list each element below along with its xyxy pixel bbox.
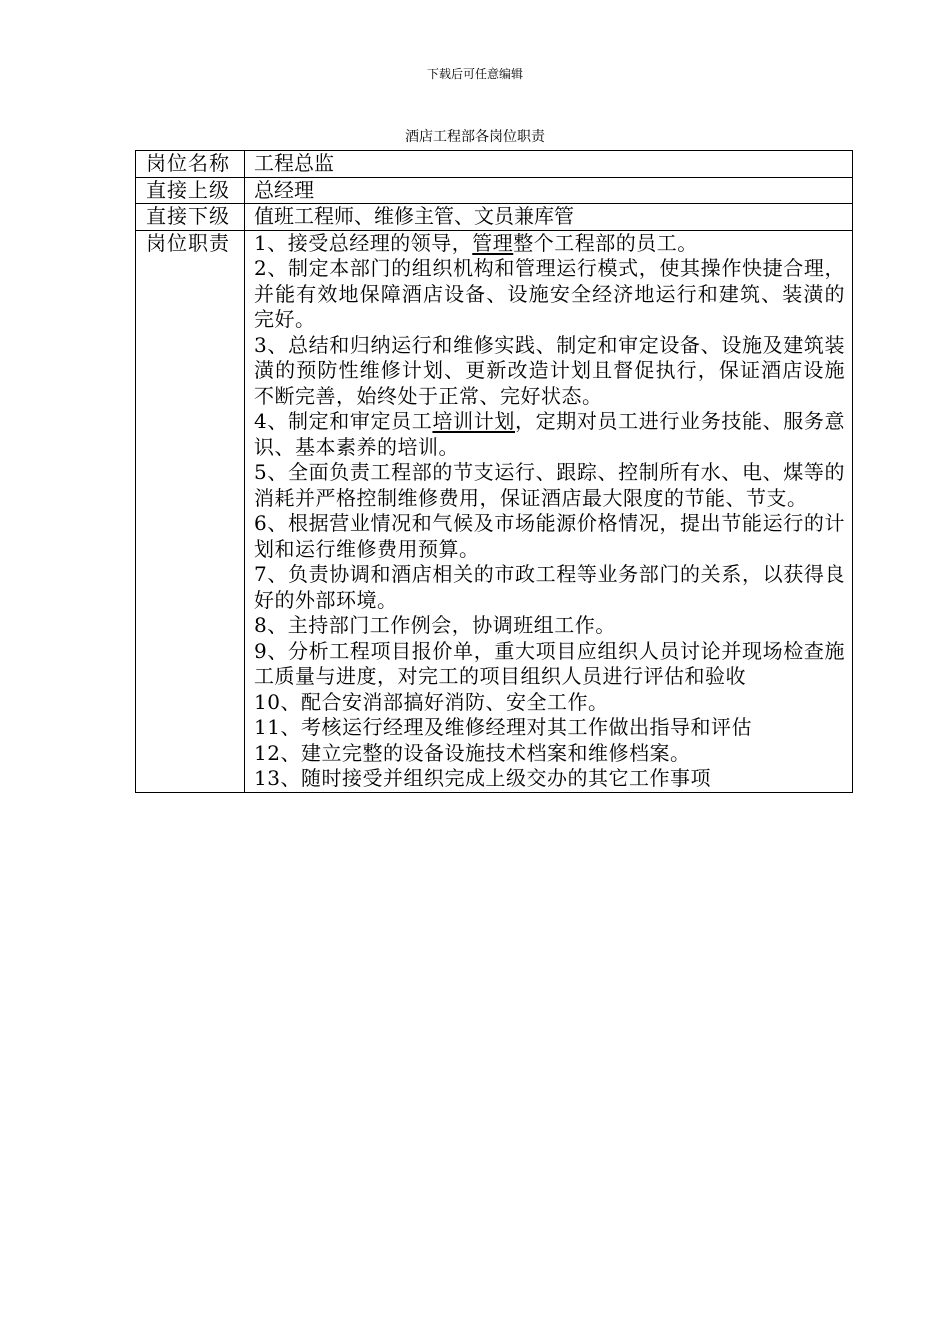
duty-item: 10、配合安消部搞好消防、安全工作。 [254, 689, 609, 714]
duty-item: 1、接受总经理的领导，管理整个工程部的员工。 [254, 230, 698, 255]
direct-subordinates-value: 值班工程师、维修主管、文员兼库管 [245, 204, 853, 231]
position-name-label: 岗位名称 [136, 151, 245, 178]
direct-subordinates-label: 直接下级 [136, 204, 245, 231]
duty-item: 5、全面负责工程部的节支运行、跟踪、控制所有水、电、煤等的消耗并严格控制维修费用，保证酒店最大限度的节能、节支。 [254, 460, 845, 510]
duty-item: 9、分析工程项目报价单，重大项目应组织人员讨论并现场检查施工质量与进度，对完工的项目组织人员进行评估和验收 [254, 638, 845, 688]
document-title: 酒店工程部各岗位职责 [405, 129, 545, 145]
table-row-position-name [136, 151, 853, 178]
table-row-duties [136, 230, 853, 792]
duties-cell [245, 230, 853, 792]
duties-label: 岗位职责 [136, 230, 245, 792]
direct-superior-value: 总经理 [245, 177, 853, 204]
duty-item: 13、随时接受并组织完成上级交办的其它工作事项 [254, 766, 711, 790]
duty-item: 8、主持部门工作例会，协调班组工作。 [254, 613, 616, 637]
duty-item: 2、制定本部门的组织机构和管理运行模式，使其操作快捷合理，并能有效地保障酒店设备、设施安全经济地运行和建筑、装潢的完好。 [254, 256, 845, 331]
duty-item: 11、考核运行经理及维修经理对其工作做出指导和评估 [254, 715, 752, 739]
duty-item: 12、建立完整的设备设施技术档案和维修档案。 [254, 740, 691, 765]
duty-item: 4、制定和审定员工培训计划，定期对员工进行业务技能、服务意识、基本素养的培训。 [254, 409, 846, 459]
position-name-value: 工程总监 [245, 151, 853, 178]
direct-superior-label: 直接上级 [136, 177, 245, 204]
duty-item: 7、负责协调和酒店相关的市政工程等业务部门的关系，以获得良好的外部环境。 [254, 562, 845, 612]
duty-list [254, 231, 845, 792]
header-note: 下载后可任意编辑 [426, 67, 523, 81]
duty-item: 6、根据营业情况和气候及市场能源价格情况，提出节能运行的计划和运行维修费用预算。 [254, 511, 845, 561]
duty-item: 3、总结和归纳运行和维修实践、制定和审定设备、设施及建筑装潢的预防性维修计划、更新改造计划且督促执行，保证酒店设施不断完善，始终处于正常、完好状态。 [254, 332, 845, 408]
job-duty-table [135, 150, 853, 793]
table-row-direct-subordinates [136, 204, 853, 231]
table-row-direct-superior [136, 177, 853, 204]
